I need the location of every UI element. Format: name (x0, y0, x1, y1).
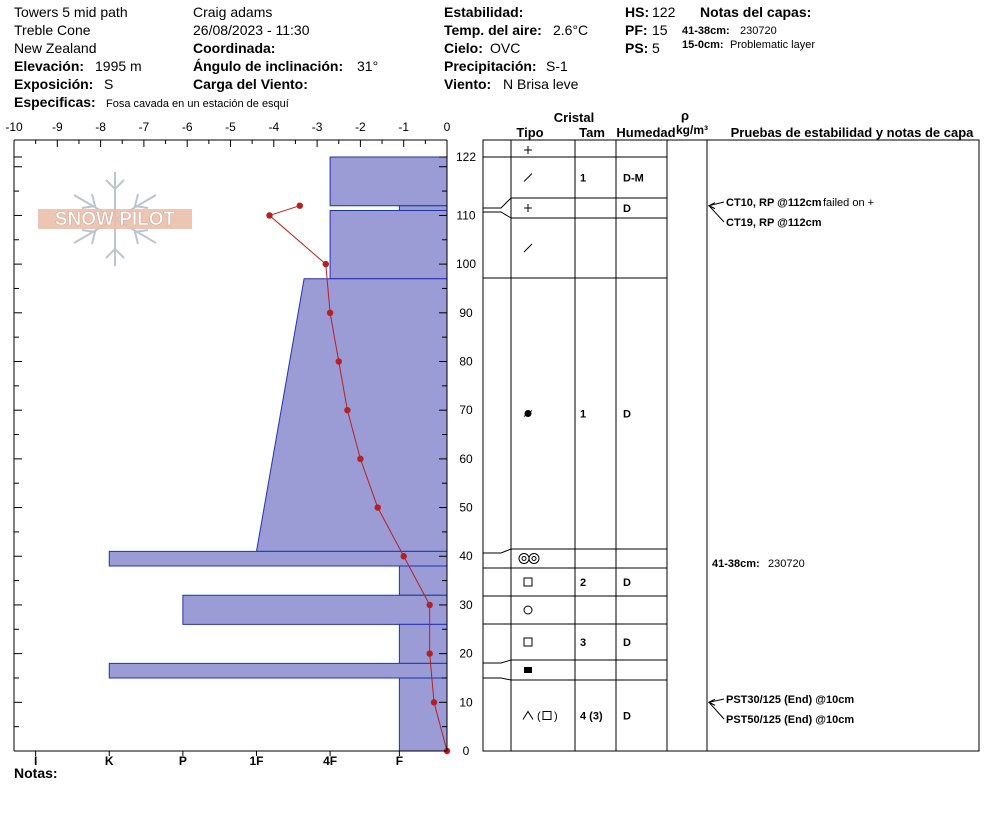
hardness-label-1: I (33, 754, 38, 768)
layer-size-6: 2 (580, 577, 587, 589)
layer-size-10: 4 (3) (580, 710, 603, 723)
stability-leader-2 (709, 206, 724, 222)
height-label-11: 100 (455, 257, 477, 272)
hardness-bar-8 (399, 624, 447, 663)
precip-label: Precipitación: (444, 58, 537, 74)
temp-tick-label-1: -10 (5, 120, 23, 134)
stability-note-1: CT10, RP @112cm (726, 197, 822, 209)
layer-humidity-6: D (623, 577, 631, 589)
hardness-bars (109, 157, 447, 751)
precip-plus-icon (524, 204, 532, 212)
layer-note-text-1: 230720 (740, 25, 777, 37)
temperature-point-2 (266, 212, 272, 218)
snowpilot-watermark (38, 172, 192, 266)
hardness-label-2: K (104, 754, 114, 768)
rounded-grain-icon (524, 410, 532, 417)
filled-square (524, 667, 532, 673)
hardness-bar-7 (183, 595, 447, 624)
hs-value: 122 (652, 4, 676, 20)
layer-note-range-1: 41-38cm: (682, 25, 730, 37)
square (543, 712, 551, 720)
temp-tick-label-9: -2 (355, 120, 366, 134)
row-connector-10 (483, 678, 511, 680)
hardness-bar-4 (256, 279, 447, 552)
sky-label: Cielo: (444, 40, 483, 56)
melt-inner-1 (522, 557, 526, 561)
temperature-point-8 (375, 504, 381, 510)
pf-value: 15 (652, 22, 668, 38)
height-label-7: 60 (459, 451, 473, 466)
hardness-bar-2 (399, 206, 447, 211)
precip-value: S-1 (546, 58, 568, 74)
faceted-square-icon (524, 578, 532, 586)
decomposing-icon (524, 174, 532, 182)
wind-load-label: Carga del Viento: (193, 76, 308, 92)
layer-row-5 (519, 554, 539, 564)
temp-tick-label-7: -4 (268, 120, 280, 134)
hardness-bar-1 (330, 157, 447, 206)
height-label-3: 20 (459, 646, 473, 661)
stability-note-4: PST50/125 (End) @10cm (726, 714, 855, 726)
observer-name: Craig adams (193, 4, 273, 20)
layer-row-9 (524, 667, 532, 673)
height-label-1: 0 (462, 744, 470, 758)
area-name: Treble Cone (14, 22, 91, 38)
hardness-bar-3 (330, 211, 447, 279)
slash (524, 244, 532, 252)
temperature-point-7 (357, 456, 363, 462)
temp-tick-label-3: -8 (95, 120, 106, 134)
paren-open: ( (537, 710, 541, 723)
stability-label: Estabilidad: (444, 4, 524, 20)
layer-note-range-2: 15-0cm: (682, 39, 724, 51)
observation-datetime: 26/08/2023 - 11:30 (193, 22, 310, 38)
temperature-point-5 (336, 358, 342, 364)
size-header: Tam (579, 125, 605, 140)
stability-note-extra-1: failed on + (823, 197, 875, 209)
hardness-bar-10 (399, 678, 447, 751)
layer-size-8: 3 (580, 637, 587, 649)
air-temp-value: 2.6°C (553, 22, 589, 38)
aspect-label: Exposición: (14, 76, 94, 92)
temp-tick-label-10: -1 (398, 120, 410, 134)
row-connector-9 (483, 660, 511, 663)
wind-value: N Brisa leve (503, 76, 579, 92)
elevation-value: 1995 m (95, 58, 142, 74)
circle (524, 606, 532, 614)
height-label-8: 70 (459, 403, 473, 418)
hardness-label-3: P (178, 754, 187, 768)
hardness-bar-9 (109, 663, 447, 678)
layer-note-label: 41-38cm: (712, 558, 760, 570)
paren-close: ) (554, 710, 558, 723)
ps-label: PS: (625, 40, 649, 56)
layer-humidity-1: D-M (623, 172, 644, 185)
layer-note-text-2: Problematic layer (730, 39, 815, 51)
temperature-point-11 (426, 650, 432, 656)
location-name: Towers 5 mid path (14, 4, 128, 20)
temp-tick-label-8: -3 (311, 120, 323, 134)
temperature-axis (5, 120, 450, 147)
layer-size-4: 1 (580, 408, 587, 421)
incline-label: Ángulo de inclinación: (193, 58, 344, 74)
height-label-12: 110 (456, 208, 476, 223)
sky-value: OVC (490, 40, 521, 56)
temp-tick-label-4: -7 (138, 120, 150, 134)
temperature-point-6 (344, 407, 350, 413)
faceted-square-icon (524, 638, 532, 646)
square (524, 578, 532, 586)
incline-value: 31° (357, 58, 379, 74)
temperature-point-10 (426, 602, 432, 608)
depth-hoar-facet-icon (523, 711, 558, 723)
decomposing-icon (524, 244, 532, 252)
layer-row-2 (524, 203, 631, 215)
temp-tick-label-11: 0 (443, 120, 451, 134)
caret (523, 712, 533, 720)
temp-tick-label-5: -6 (181, 120, 193, 134)
stability-arrow-4 (709, 699, 715, 705)
hardness-temperature-plot (5, 120, 476, 768)
notes-label: Notas: (14, 765, 58, 781)
height-label-4: 30 (459, 597, 473, 612)
square (524, 638, 532, 646)
layer-row-3 (524, 244, 532, 252)
hardness-label-4: 1F (249, 754, 264, 768)
filled-square-icon (524, 667, 532, 673)
humidity-header: Humedad (616, 125, 676, 140)
specifics-label: Especificas: (14, 94, 96, 110)
temperature-point-3 (323, 261, 329, 267)
layer-size-1: 1 (580, 172, 587, 185)
stability-notes-header: Pruebas de estabilidad y notas de capa (730, 125, 974, 140)
aspect-value: S (104, 76, 114, 92)
layer-notes-title: Notas del capas: (700, 4, 812, 20)
header (14, 4, 815, 110)
temp-tick-label-2: -9 (51, 120, 63, 134)
hardness-bar-6 (399, 566, 447, 595)
melt-ring-2 (529, 554, 539, 564)
row-connector-3 (483, 212, 511, 218)
layer-humidity-2: D (623, 203, 631, 215)
height-label-5: 40 (459, 549, 473, 564)
height-label-13: 122 (455, 150, 477, 164)
slash (524, 174, 532, 182)
height-label-6: 50 (459, 500, 473, 515)
hs-label: HS: (625, 4, 650, 20)
layer-row-10 (523, 711, 631, 723)
hardness-axis (34, 751, 403, 768)
type-header: Tipo (516, 125, 544, 140)
hardness-bar-5 (109, 551, 447, 566)
table-frame (483, 140, 979, 751)
hardness-label-6: F (395, 754, 404, 768)
layer-row-7 (524, 606, 532, 614)
air-temp-label: Temp. del aire: (444, 22, 542, 38)
density-unit: kg/m³ (675, 123, 709, 137)
row-connector-2 (483, 198, 511, 208)
specifics-value: Fosa cavada en un estación de esquí (106, 98, 289, 110)
wind-label: Viento: (444, 76, 492, 92)
layer-row-4 (524, 409, 631, 421)
precip-plus-icon (524, 146, 532, 154)
layer-table (483, 108, 979, 751)
height-label-10: 90 (459, 305, 473, 320)
stability-leader-4 (709, 702, 724, 719)
coordinate-label: Coordinada: (193, 40, 276, 56)
stability-leader-1 (709, 202, 724, 206)
stability-arrow-2 (709, 203, 715, 209)
temperature-point-12 (431, 699, 437, 705)
elevation-label: Elevación: (14, 58, 85, 74)
crystal-header: Cristal (553, 110, 595, 125)
watermark-text: SNOW PILOT (54, 209, 176, 230)
round-circle-icon (524, 606, 532, 614)
temp-tick-label-6: -5 (225, 120, 236, 134)
temperature-point-9 (401, 553, 407, 559)
temperature-point-1 (297, 202, 303, 208)
density-symbol: ρ (680, 108, 690, 123)
pf-label: PF: (625, 22, 648, 38)
hardness-label-5: 4F (323, 754, 338, 768)
height-label-2: 10 (459, 695, 473, 710)
melt-inner-2 (532, 557, 536, 561)
row-connector-5 (483, 549, 511, 553)
layer-note-text: 230720 (768, 558, 805, 570)
layer-humidity-8: D (623, 637, 631, 649)
temperature-point-4 (327, 310, 333, 316)
stability-note-2: CT19, RP @112cm (726, 217, 822, 229)
layer-row-6 (524, 577, 631, 589)
melt-form-icon (519, 554, 539, 564)
melt-ring-1 (519, 554, 529, 564)
stability-notes (709, 197, 874, 726)
layer-humidity-4: D (623, 408, 631, 421)
layer-row-1 (524, 173, 644, 185)
layer-humidity-10: D (623, 710, 631, 723)
ps-value: 5 (652, 40, 660, 56)
country-name: New Zealand (14, 40, 97, 56)
stability-note-3: PST30/125 (End) @10cm (726, 694, 855, 706)
layer-row-8 (524, 637, 631, 649)
height-label-9: 80 (459, 354, 473, 369)
